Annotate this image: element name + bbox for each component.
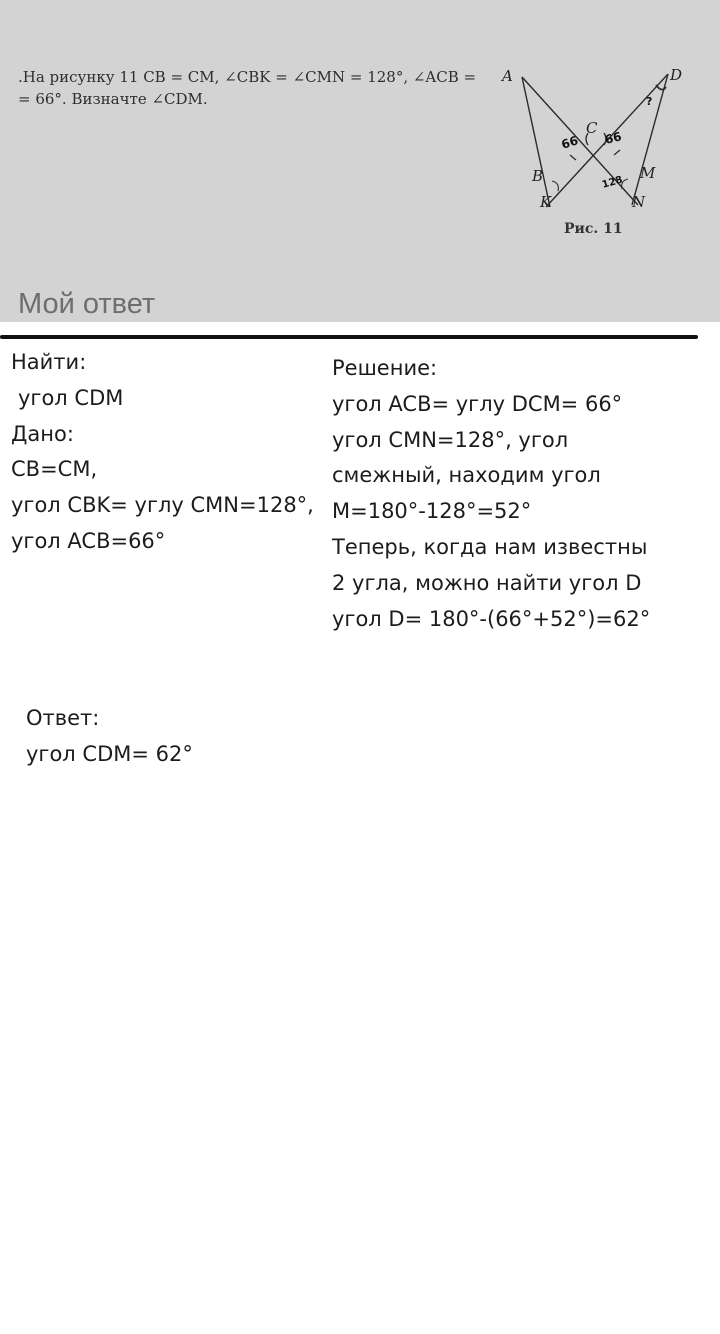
solution-column [332,351,650,637]
annotation-angle-dcm: 66 [603,129,623,147]
tick-cb [570,155,576,160]
solution-line: 2 угла, можно найти угол D [332,570,642,595]
section-divider [0,335,698,339]
figure-caption: Рис. 11 [564,221,623,237]
tick-cm [614,150,620,155]
geometry-figure [490,55,690,255]
given-line: CB=CM, [11,457,98,482]
annotation-angle-d: ? [646,95,653,108]
label-point-n: N [632,193,646,211]
solution-line: угол D= 180°-(66°+52°)=62° [332,606,651,631]
problem-text-line: = 66°. Визначте ∠CDM. [18,90,208,108]
problem-text-line: .На рисунку 11 CB = CM, ∠CBK = ∠CMN = 128°, ∠ACB = [18,68,477,86]
my-answer-heading: Мой ответ [18,288,156,320]
solution-line: Теперь, когда нам известны [332,534,648,559]
solution-line: угол ACB= углу DCM= 66° [332,391,623,416]
label-point-b: B [532,167,544,185]
given-line: угол ACB=66° [11,528,166,553]
find-label: Найти: [11,350,87,374]
answer-label: Ответ: [26,706,100,730]
given-column [11,345,314,560]
label-point-d: D [670,66,683,84]
given-line: угол CBK= углу CMN=128°, [11,493,314,518]
line-a-k [522,77,550,207]
angle-arc-b [552,181,558,191]
label-point-c: C [586,119,598,137]
given-label: Дано: [11,421,74,446]
answer-value: угол CDM= 62° [26,741,193,766]
solution-line: смежный, находим угол [332,463,601,488]
solution-line: M=180°-128°=52° [332,499,532,524]
final-answer [26,701,193,773]
problem-statement [18,66,488,110]
find-value: угол CDM [18,385,124,410]
annotation-angle-cmn: 128 [600,174,624,191]
solution-line: угол CMN=128°, угол [332,427,569,452]
problem-photo [0,0,720,322]
label-point-m: M [640,164,656,182]
annotation-angle-acb: 66 [559,133,580,152]
label-point-k: K [540,193,552,211]
label-point-a: A [502,67,513,85]
solution-label: Решение: [332,356,438,380]
